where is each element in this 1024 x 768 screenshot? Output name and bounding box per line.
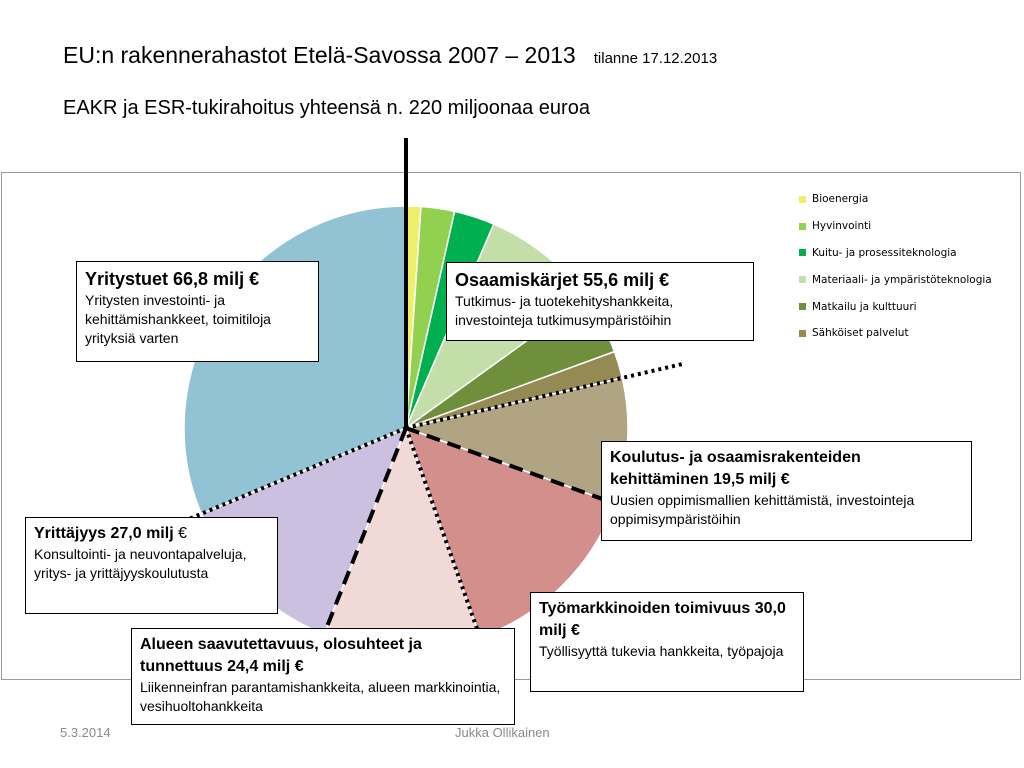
callout-tyomarkkinat-head: Työmarkkinoiden toimivuus 30,0 milj € bbox=[539, 600, 786, 639]
title-text: EU:n rakennerahastot Etelä-Savossa 2007 – 2013 bbox=[63, 42, 576, 68]
callout-yritystuet bbox=[76, 261, 319, 362]
legend-entry-6 bbox=[799, 320, 992, 347]
legend-label: Kuitu- ja prosessiteknologia bbox=[812, 246, 957, 259]
legend-label: Matkailu ja kulttuuri bbox=[812, 300, 917, 313]
callout-tyomarkkinat-body: Työllisyyttä tukevia hankkeita, työpajoja bbox=[539, 643, 784, 659]
callout-koulutus bbox=[601, 441, 972, 541]
callout-yrittajyys-head: Yrittäjyys 27,0 milj bbox=[34, 525, 174, 542]
callout-osaamiskarjet bbox=[446, 262, 754, 341]
footer-author: Jukka Ollikainen bbox=[455, 725, 550, 740]
callout-yritystuet-body: Yritysten investointi- ja kehittämishankkeet, toimitiloja yrityksiä varten bbox=[85, 292, 271, 346]
page-subtitle: EAKR ja ESR-tukirahoitus yhteensä n. 220 miljoonaa euroa bbox=[63, 97, 590, 119]
legend-entry-1 bbox=[799, 186, 992, 213]
callout-tyomarkkinat bbox=[530, 592, 804, 692]
footer-date: 5.3.2014 bbox=[60, 725, 111, 740]
legend-entry-5 bbox=[799, 293, 992, 320]
callout-saavutettavuus-body: Liikenneinfran parantamishankkeita, alueen markkinointia, vesihuoltohankkeita bbox=[140, 679, 501, 714]
legend-label: Hyvinvointi bbox=[812, 220, 872, 233]
status-date: tilanne 17.12.2013 bbox=[593, 50, 718, 67]
chart-legend bbox=[799, 186, 992, 347]
legend-label: Bioenergia bbox=[812, 193, 869, 206]
callout-yrittajyys-body: Konsultointi- ja neuvontapalveluja, yritys- ja yrittäjyyskoulutusta bbox=[34, 546, 247, 581]
callout-osaamiskarjet-head: Osaamiskärjet 55,6 milj € bbox=[455, 270, 670, 290]
legend-swatch bbox=[799, 223, 806, 230]
legend-label: Sähköiset palvelut bbox=[812, 327, 909, 340]
callout-yritystuet-head: Yritystuet 66,8 milj € bbox=[85, 269, 260, 289]
legend-swatch bbox=[799, 303, 806, 310]
legend-label: Materiaali- ja ympäristöteknologia bbox=[812, 273, 992, 286]
legend-swatch bbox=[799, 249, 806, 256]
callout-koulutus-head: Koulutus- ja osaamisrakenteiden kehittäminen 19,5 milj € bbox=[610, 449, 861, 488]
legend-entry-4 bbox=[799, 266, 992, 293]
legend-swatch bbox=[799, 330, 806, 337]
callout-yrittajyys-head-suffix: € bbox=[178, 525, 187, 542]
callout-saavutettavuus-head: Alueen saavutettavuus, olosuhteet ja tunnettuus 24,4 milj € bbox=[140, 636, 422, 675]
callout-koulutus-body: Uusien oppimismallien kehittämistä, investointeja oppimisympäristöihin bbox=[610, 492, 915, 527]
legend-entry-2 bbox=[799, 213, 992, 240]
callout-saavutettavuus bbox=[131, 628, 515, 725]
legend-swatch bbox=[799, 196, 806, 203]
callout-osaamiskarjet-body: Tutkimus- ja tuotekehityshankkeita, investointeja tutkimusympäristöihin bbox=[455, 293, 674, 328]
legend-swatch bbox=[799, 276, 806, 283]
callout-yrittajyys bbox=[25, 517, 278, 614]
legend-entry-3 bbox=[799, 240, 992, 267]
